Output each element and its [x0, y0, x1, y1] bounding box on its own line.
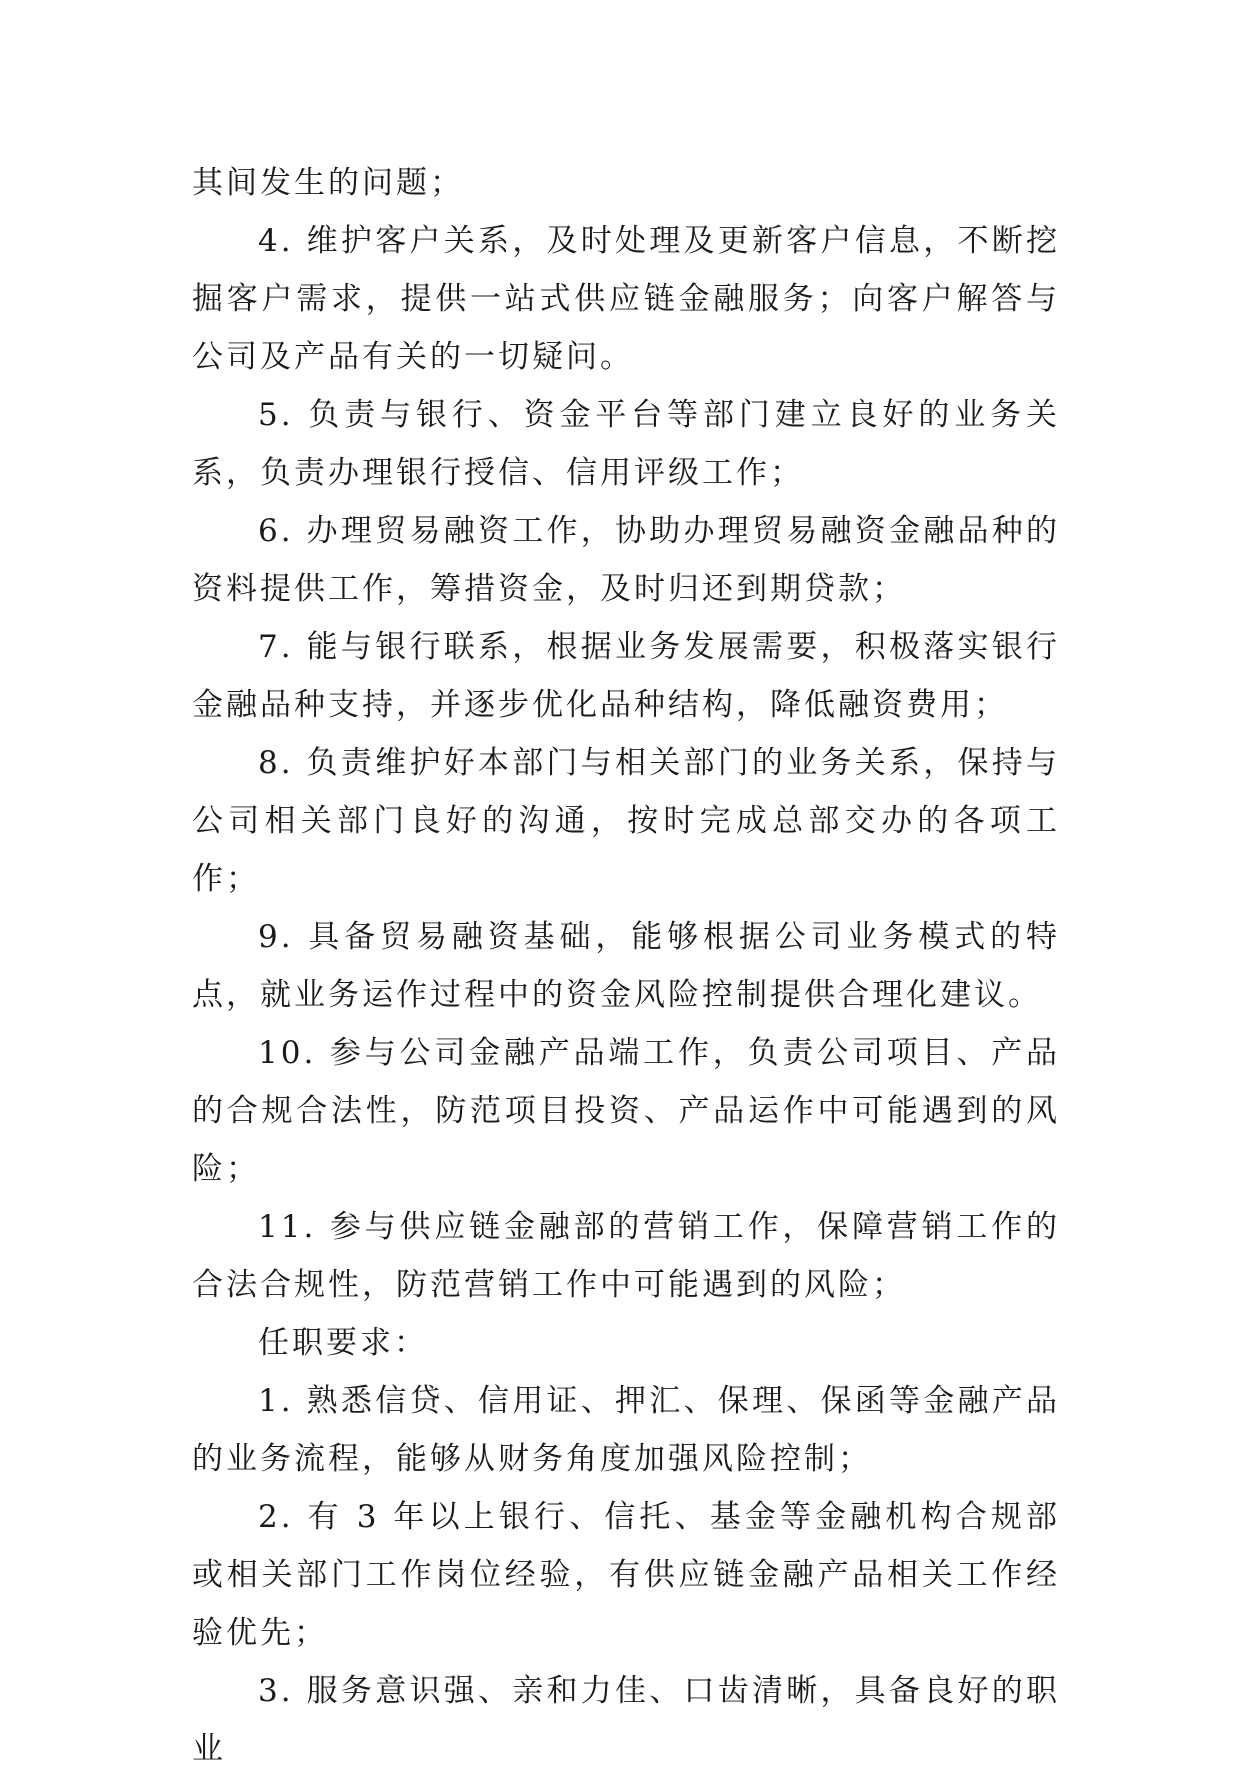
paragraph-duty-5: 5. 负责与银行、资金平台等部门建立良好的业务关系，负责办理银行授信、信用评级工作；: [192, 397, 1060, 491]
paragraph-duty-11: 11. 参与供应链金融部的营销工作，保障营销工作的合法合规性，防范营销工作中可能遇到的风险；: [192, 1209, 1060, 1303]
paragraph-duty-6: 6. 办理贸易融资工作，协助办理贸易融资金融品种的资料提供工作，筹措资金，及时归还到期贷款；: [192, 513, 1060, 607]
paragraph-requirement-3: 3. 服务意识强、亲和力佳、口齿清晰，具备良好的职业: [192, 1673, 1060, 1767]
paragraph-requirement-2: 2. 有 3 年以上银行、信托、基金等金融机构合规部或相关部门工作岗位经验，有供应链金融产品相关工作经验优先；: [192, 1499, 1060, 1651]
document-body: [192, 154, 1060, 1778]
paragraph-duty-4: 4. 维护客户关系，及时处理及更新客户信息，不断挖掘客户需求，提供一站式供应链金融服务；向客户解答与公司及产品有关的一切疑问。: [192, 223, 1060, 375]
paragraph-duty-9: 9. 具备贸易融资基础，能够根据公司业务模式的特点，就业务运作过程中的资金风险控制提供合理化建议。: [192, 919, 1060, 1013]
paragraph-duty-8: 8. 负责维护好本部门与相关部门的业务关系，保持与公司相关部门良好的沟通，按时完成总部交办的各项工作；: [192, 745, 1060, 897]
section-heading-requirements: 任职要求：: [258, 1325, 428, 1361]
paragraph-duty-10: 10. 参与公司金融产品端工作，负责公司项目、产品的合规合法性，防范项目投资、产品运作中可能遇到的风险；: [192, 1035, 1060, 1187]
paragraph-continuation: 其间发生的问题；: [192, 165, 464, 201]
paragraph-duty-7: 7. 能与银行联系，根据业务发展需要，积极落实银行金融品种支持，并逐步优化品种结构，降低融资费用；: [192, 629, 1060, 723]
paragraph-requirement-1: 1. 熟悉信贷、信用证、押汇、保理、保函等金融产品的业务流程，能够从财务角度加强风险控制；: [192, 1383, 1060, 1477]
